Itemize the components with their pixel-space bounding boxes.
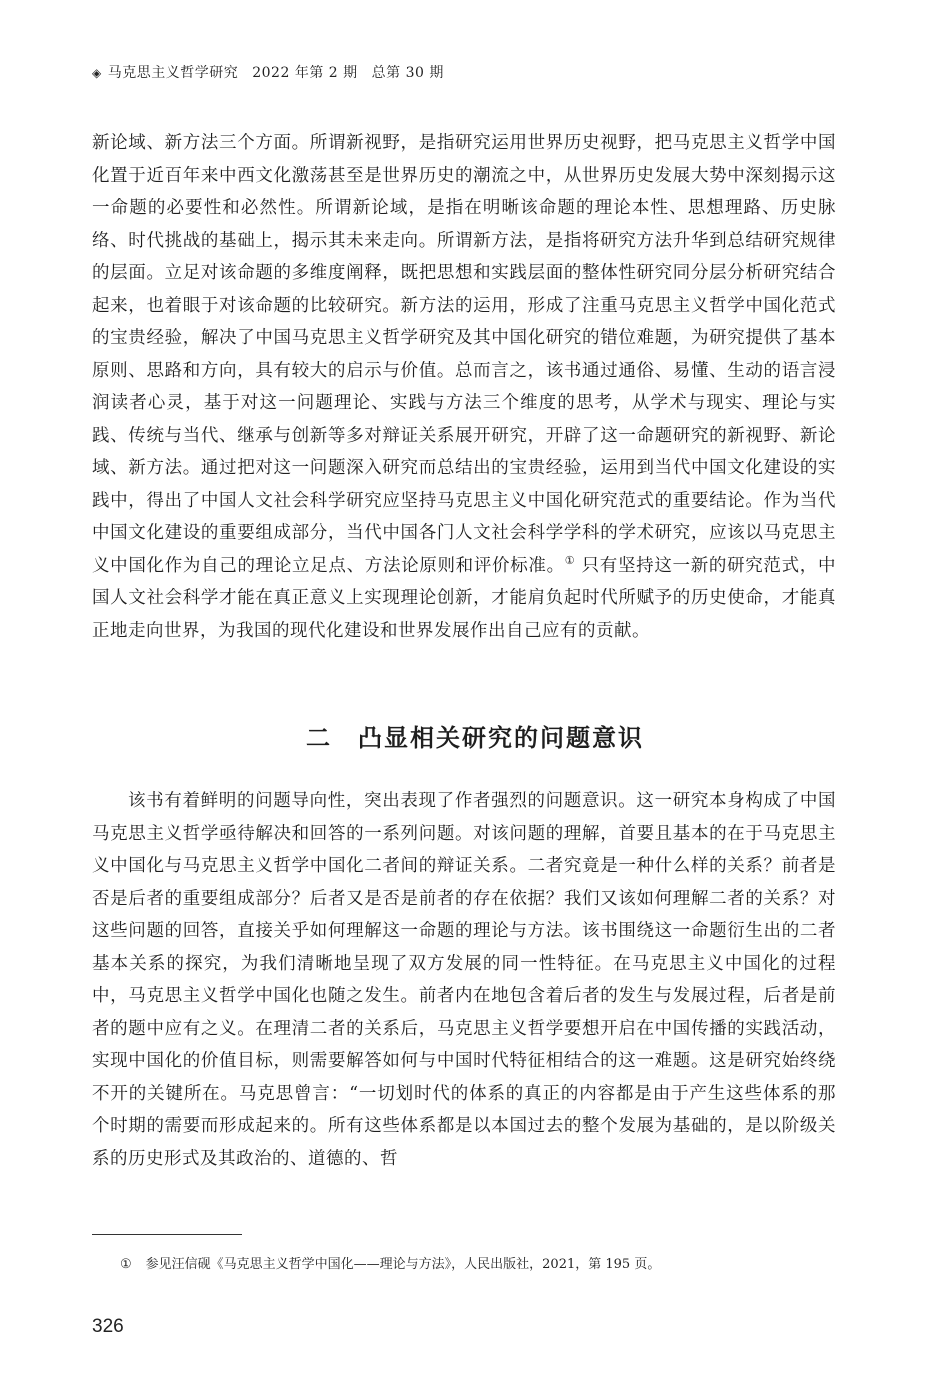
total-issue-info: 总第 30 期 xyxy=(371,65,444,81)
footnote xyxy=(120,1253,660,1272)
section-title-text: 凸显相关研究的问题意识 xyxy=(358,723,644,752)
body-paragraph-2: 该书有着鲜明的问题导向性，突出表现了作者强烈的问题意识。这一研究本身构成了中国马克思主义哲学亟待解决和回答的一系列问题。对该问题的理解，首要且基本的在于马克思主义中国化与马克思主义哲学中国化二者间的辩证关系。二者究竟是一种什么样的关系？前者是否是后者的重要组成部分？后者又是否是前者的存在依据？我们又该如何理解二者的关系？对这些问题的回答，直接关乎如何理解这一命题的理论与方法。该书围绕这一命题衍生出的二者基本关系的探究，为我们清晰地呈现了双方发展的同一性特征。在马克思主义中国化的过程中，马克思主义哲学中国化也随之发生。前者内在地包含着后者的发生与发展过程，后者是前者的题中应有之义。在理清二者的关系后，马克思主义哲学要想开启在中国传播的实践活动，实现中国化的价值目标，则需要解答如何与中国时代特征相结合的这一难题。这是研究始终绕不开的关键所在。马克思曾言：“一切划时代的体系的真正的内容都是由于产生这些体系的那个时期的需要而形成起来的。所有这些体系都是以本国过去的整个发展为基础的，是以阶级关系的历史形式及其政治的、道德的、哲 xyxy=(92,791,836,1169)
page-number: 326 xyxy=(92,1316,124,1337)
footnote-reference[interactable]: ① xyxy=(564,553,576,567)
running-head xyxy=(92,62,444,82)
footnote-text: 参见汪信砚《马克思主义哲学中国化——理论与方法》，人民出版社，2021，第 195 页。 xyxy=(145,1257,661,1272)
paragraph-1-tail-text: 只有坚持这一新的研究范式，中国人文社会科学才能在真正意义上实现理论创新，才能肩负起时代所赋予的历史使命，才能真正地走向世界，为我国的现代化建设和世界发展作出自己应有的贡献。 xyxy=(92,555,836,641)
section-number: 二 xyxy=(306,723,332,752)
section-heading xyxy=(0,718,950,753)
paragraph-1-text: 新论域、新方法三个方面。所谓新视野，是指研究运用世界历史视野，把马克思主义哲学中国化置于近百年来中西文化激荡甚至是世界历史的潮流之中，从世界历史发展大势中深刻揭示这一命题的必要性和必然性。所谓新论域，是指在明晰该命题的理论本性、思想理路、历史脉络、时代挑战的基础上，揭示其未来走向。所谓新方法，是指将研究方法升华到总结研究规律的层面。立足对该命题的多维度阐释，既把思想和实践层面的整体性研究同分层分析研究结合起来，也着眼于对该命题的比较研究。新方法的运用，形成了注重马克思主义哲学中国化范式的宝贵经验，解决了中国马克思主义哲学研究及其中国化研究的错位难题，为研究提供了基本原则、思路和方向，具有较大的启示与价值。总而言之，该书通过通俗、易懂、生动的语言浸润读者心灵，基于对这一问题理论、实践与方法三个维度的思考，从学术与现实、理论与实践、传统与当代、继承与创新等多对辩证关系展开研究，开辟了这一命题研究的新视野、新论域、新方法。通过把对这一问题深入研究而总结出的宝贵经验，运用到当代中国文化建设的实践中，得出了中国人文社会科学研究应坚持马克思主义中国化研究范式的重要结论。作为当代中国文化建设的重要组成部分，当代中国各门人文社会科学学科的学术研究，应该以马克思主义中国化作为自己的理论立足点、方法论原则和评价标准。 xyxy=(92,133,836,576)
diamond-ornament-icon: ◈ xyxy=(92,66,102,80)
body-paragraph-1 xyxy=(92,127,836,647)
issue-info: 2022 年第 2 期 xyxy=(252,65,358,81)
footnote-divider xyxy=(92,1234,242,1235)
journal-title: 马克思主义哲学研究 xyxy=(107,65,239,81)
footnote-mark: ① xyxy=(120,1257,132,1272)
